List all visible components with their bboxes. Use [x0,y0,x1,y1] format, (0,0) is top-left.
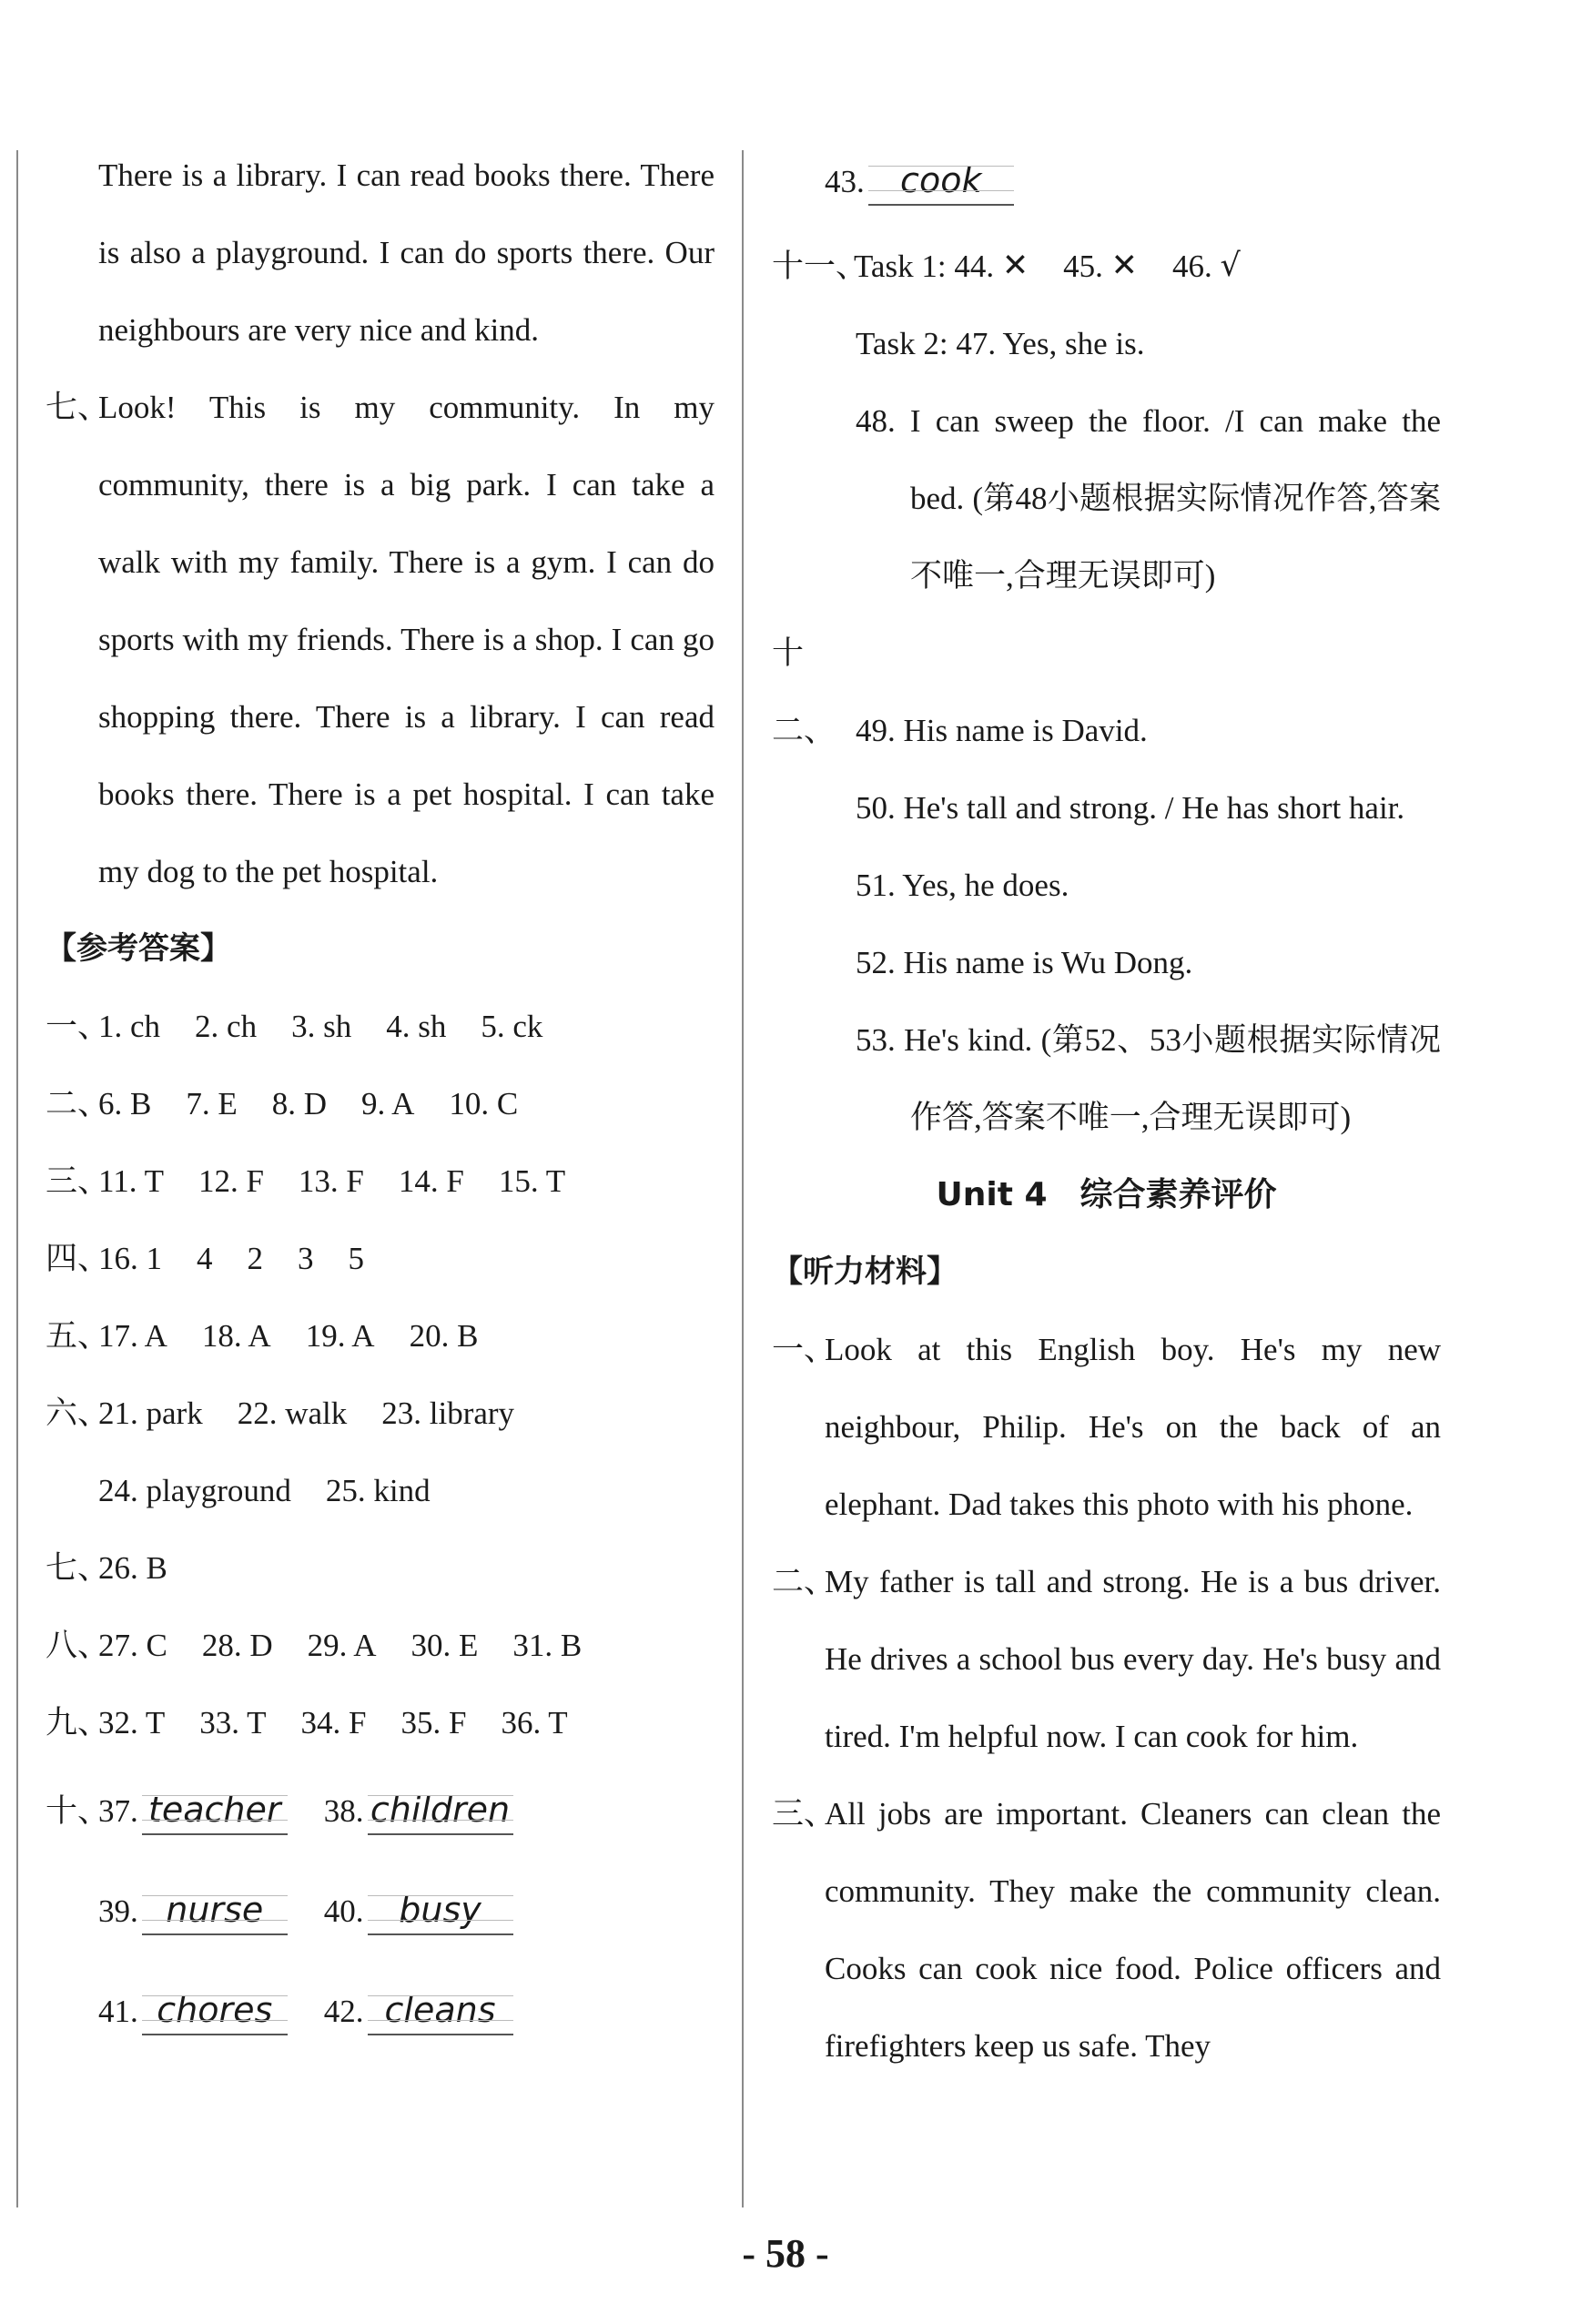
row-label: 十一、 [772,249,868,284]
listening-text-continued: There is a library. I can read books there. There is also a playground. I can do sports there. Our neighbours are very nice and kind. [98,157,715,348]
answer: 11. T [98,1163,164,1199]
answer: 13. F [298,1163,364,1199]
answer: 20. B [409,1318,479,1354]
handwritten-answer [324,1761,513,1862]
question-number: 41. [98,1994,138,2029]
answer: 14. F [398,1163,464,1199]
row-label: 十、 [46,1793,110,1829]
answer: 10. C [449,1086,519,1121]
answer-row [46,1065,715,1142]
answers-heading: 【参考答案】 [46,930,231,967]
right-column [772,137,1441,2085]
answer-row [46,1220,715,1297]
answer: 24. playground [98,1473,291,1508]
item-label: 一、 [772,1332,836,1367]
cross-mark-icon: ✕ [1110,248,1138,284]
unit-title: Unit 4 综合素养评价 [936,1176,1277,1213]
item-label: 三、 [772,1796,836,1832]
row-label: 六、 [46,1395,110,1431]
question-number: 38. [323,1793,364,1829]
row-label: 四、 [46,1241,110,1276]
answer: 19. A [305,1318,375,1354]
item-text: My father is tall and strong. He is a bus driver. He drives a school bus every day. He's busy and tired. I'm helpful now. I can cook for him. [825,1564,1441,1754]
row-label: 三、 [46,1163,110,1199]
left-column [46,137,715,2062]
answer: 15. T [498,1163,566,1199]
answer: 22. walk [237,1395,348,1431]
answer-51: 51. Yes, he does. [856,868,1069,903]
answer: 1. ch [98,1009,161,1044]
answer: 5. ck [481,1009,543,1044]
answer-52: 52. His name is Wu Dong. [856,945,1193,980]
row-label: 二、 [46,1086,110,1121]
answer-row [46,1607,715,1684]
answer: 3. sh [291,1009,352,1044]
row-label: 七、 [46,1550,110,1586]
answer-48: 48. I can sweep the floor. /I can make the bed. (第48小题根据实际情况作答,答案不唯一,合理无误即可) [856,403,1441,594]
handwriting-row [46,1761,715,1862]
item-text: All jobs are important. Cleaners can clean the community. They make the community clean. Cooks can cook nice food. Police officers and firefighters keep us safe. They [825,1796,1441,2064]
answer-row [46,1452,715,1529]
answer-row [46,988,715,1065]
handwritten-word: chores [142,1986,288,2035]
answer: 25. kind [325,1473,431,1508]
answer: 26. B [98,1550,167,1586]
row-label: 九、 [46,1705,110,1740]
question-number: 43. [825,164,865,199]
item-text: Look! This is my community. In my community, there is a big park. I can take a walk with my family. There is a gym. I can do sports with my friends. There is a shop. I can go shopping there. There is a library. I can read books there. There is a pet hospital. I can take my dog to the pet hospital. [98,390,715,889]
answer: 34. F [300,1705,367,1740]
answer: 17. A [98,1318,167,1354]
listening-item-one [772,1311,1441,1543]
answer: 18. A [201,1318,271,1354]
answer: 5 [348,1241,364,1276]
answer-row [46,1375,715,1452]
answer: 4. sh [386,1009,447,1044]
listening-item-three [772,1775,1441,2085]
answer: 16. 1 [98,1241,162,1276]
handwritten-word: nurse [142,1886,288,1935]
answer: 33. T [199,1705,267,1740]
question-number: 46. [1171,249,1212,284]
answer: 27. C [98,1628,167,1663]
answer-53: 53. He's kind. (第52、53小题根据实际情况作答,答案不唯一,合理无误即可) [856,1022,1441,1135]
row-label: 十二、 [772,635,836,748]
item-label: 二、 [772,1564,836,1599]
answer: 7. E [186,1086,238,1121]
handwritten-word: teacher [142,1786,288,1835]
question-number: 40. [323,1893,364,1929]
answer-text: 49. His name is David. [856,713,1148,748]
listening-item-two [772,1543,1441,1775]
handwritten-answer [324,1962,513,2062]
answer-row [46,1529,715,1607]
answer: 29. A [307,1628,377,1663]
answer: 4 [197,1241,213,1276]
handwritten-word: children [368,1786,513,1835]
handwriting-row [46,1862,715,1962]
check-mark-icon: √ [1220,248,1241,284]
row-label: 八、 [46,1628,110,1663]
page-number: - 58 - [742,2231,829,2276]
task1-label: Task 1: 44. [854,249,995,284]
item-text: Look at this English boy. He's my new neighbour, Philip. He's on the back of an elephant. Dad takes this photo with his phone. [825,1332,1441,1522]
question-number: 37. [98,1793,138,1829]
answer: 12. F [198,1163,264,1199]
answer-row [46,1297,715,1375]
row-label: 五、 [46,1318,110,1354]
answer: 6. B [98,1086,152,1121]
answer: 28. D [201,1628,273,1663]
listening-heading: 【听力材料】 [772,1253,958,1290]
answer: 21. park [98,1395,203,1431]
answer-row [46,1684,715,1761]
answer: 2 [247,1241,263,1276]
handwritten-answer [324,1862,513,1962]
row-label: 一、 [46,1009,110,1044]
item-label: 七、 [46,390,110,425]
answer: 30. E [410,1628,479,1663]
handwriting-row [46,1962,715,2062]
answer-row [46,1142,715,1220]
handwritten-answer [98,1862,288,1962]
listening-item-seven [46,369,715,910]
handwritten-word: busy [368,1886,513,1935]
answer: 3 [298,1241,314,1276]
question-number: 42. [323,1994,364,2029]
handwritten-answer [98,1962,288,2062]
answer-50: 50. He's tall and strong. / He has short hair. [856,790,1405,826]
handwritten-answer [98,1761,288,1862]
task1-row [772,228,1441,305]
answer: 32. T [98,1705,166,1740]
answer: 31. B [512,1628,583,1663]
answer: 36. T [501,1705,568,1740]
answer: 2. ch [195,1009,258,1044]
answer-49 [772,614,1441,769]
answer: 9. A [361,1086,415,1121]
handwritten-word: cleans [368,1986,513,2035]
answer: 8. D [271,1086,328,1121]
cross-mark-icon: ✕ [1001,248,1029,284]
answer: 23. library [381,1395,515,1431]
left-column-rule [16,150,18,2207]
task2-answer: Task 2: 47. Yes, she is. [856,326,1145,361]
question-number: 45. [1063,249,1103,284]
center-column-rule [742,150,744,2207]
answer: 35. F [400,1705,467,1740]
handwriting-row [772,137,1441,228]
question-number: 39. [98,1893,138,1929]
handwritten-word: cook [868,157,1014,206]
handwritten-answer [825,137,1014,228]
